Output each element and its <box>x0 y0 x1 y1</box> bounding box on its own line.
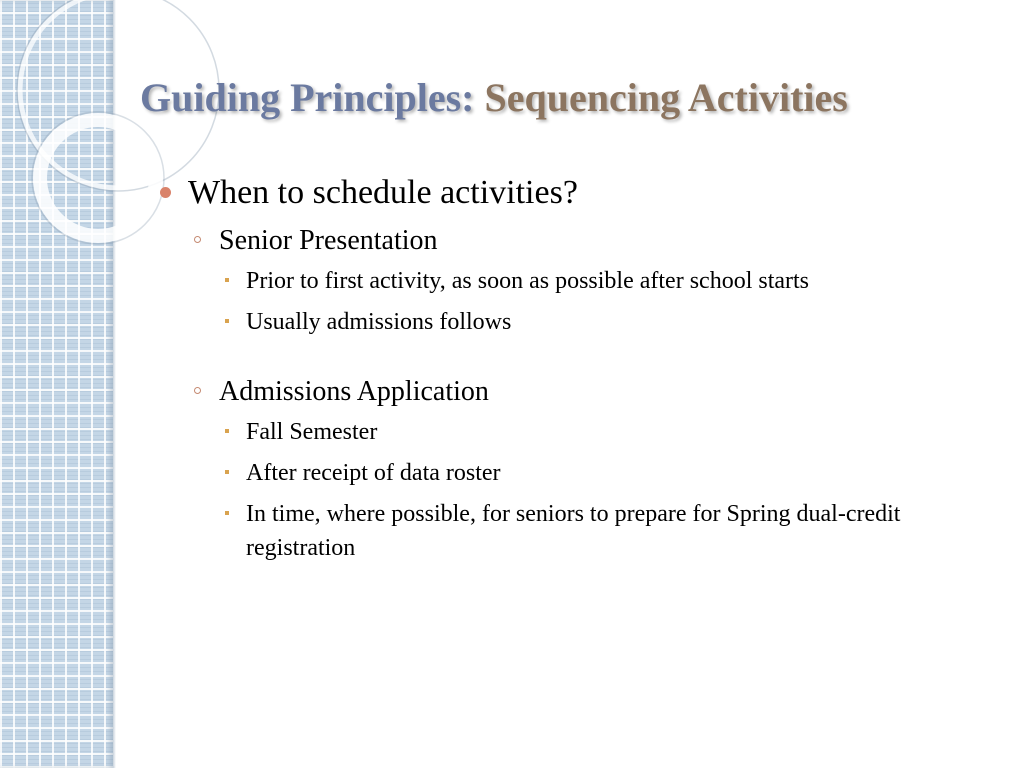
section-heading-text: Admissions Application <box>219 376 489 407</box>
sidebar-divider <box>113 0 116 768</box>
list-item <box>158 497 988 565</box>
list-item-text: In time, where possible, for seniors to prepare for Spring dual-credit registration <box>246 501 901 561</box>
list-item <box>158 305 988 339</box>
decorative-grid-sidebar <box>0 0 113 768</box>
section-heading-text: Senior Presentation <box>219 225 438 256</box>
title-part-2: Sequencing Activities <box>484 75 848 120</box>
list-item-text: After receipt of data roster <box>246 460 501 486</box>
list-item <box>158 415 988 449</box>
section-heading <box>158 222 988 260</box>
section-spacer <box>158 346 988 373</box>
list-item-text: Fall Semester <box>246 419 378 445</box>
ring-bullet-icon <box>194 387 201 394</box>
square-bullet-icon <box>225 511 229 515</box>
square-bullet-icon <box>225 429 229 433</box>
list-item-text: Prior to first activity, as soon as possible after school starts <box>246 268 810 294</box>
ring-bullet-icon <box>194 236 201 243</box>
section-heading <box>158 373 988 411</box>
square-bullet-icon <box>225 278 229 282</box>
main-point <box>158 170 988 216</box>
list-item <box>158 264 988 298</box>
slide-title <box>140 72 1010 124</box>
main-point-text: When to schedule activities? <box>188 174 578 211</box>
title-part-1: Guiding Principles: <box>140 75 475 120</box>
square-bullet-icon <box>225 319 229 323</box>
round-bullet-icon <box>160 187 171 198</box>
list-item <box>158 456 988 490</box>
square-bullet-icon <box>225 470 229 474</box>
list-item-text: Usually admissions follows <box>246 309 512 335</box>
bullet-list <box>158 170 988 572</box>
